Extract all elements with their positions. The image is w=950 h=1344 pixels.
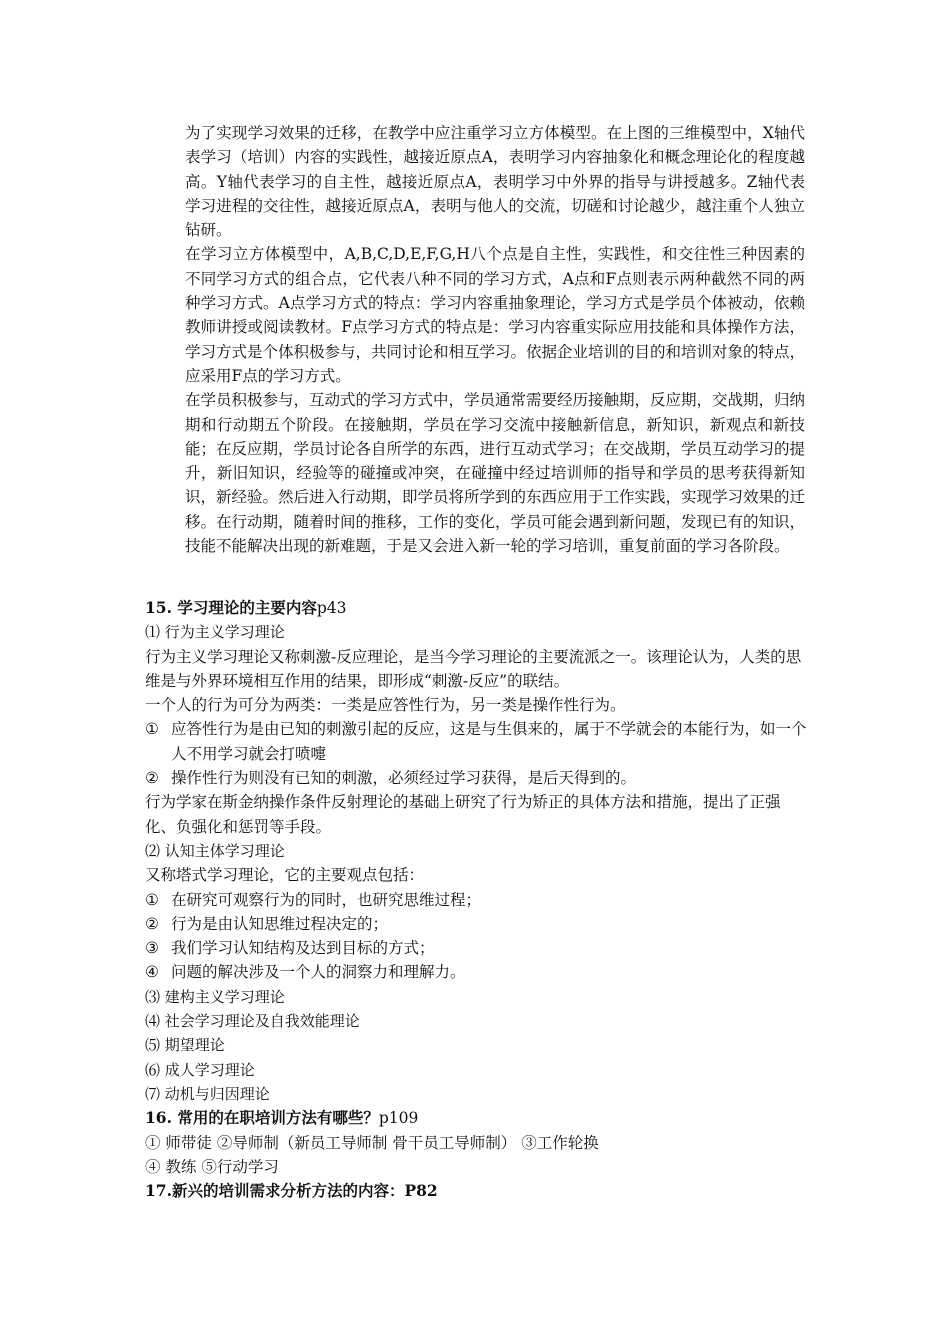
q15-section-2-paragraph-1: 又称塔式学习理论，它的主要观点包括： <box>145 866 425 885</box>
q15-section-5-title: ⑸ 期望理论 <box>145 1036 225 1055</box>
list-item-text: 操作性行为则没有已知的刺激，必须经过学习获得，是后天得到的。 <box>171 769 637 788</box>
q15-section-4-title: ⑷ 社会学习理论及自我效能理论 <box>145 1012 360 1031</box>
list-item-text: 我们学习认知结构及达到目标的方式； <box>171 939 435 958</box>
list-item-text: 行为是由认知思维过程决定的； <box>171 914 389 933</box>
q16-title: 16. 常用的在职培训方法有哪些？ <box>145 1108 379 1128</box>
list-item-number: ① <box>145 720 159 739</box>
q16-methods-line-1: ① 师带徒 ②导师制（新员工导师制 骨干员工导师制） ③工作轮换 <box>145 1133 599 1152</box>
q15-section-1-paragraph-1: 行为主义学习理论又称刺激-反应理论，是当今学习理论的主要流派之一。该理论认为，人类的思维是与外界环境相互作用的结果，即形成“刺激-反应”的联结。 <box>145 647 802 690</box>
list-item <box>145 766 807 790</box>
list-item-number: ③ <box>145 939 159 958</box>
list-item-number: ④ <box>145 963 159 982</box>
q15-heading <box>145 596 807 620</box>
q15-title: 15. 学习理论的主要内容 <box>145 598 317 617</box>
q15-section-2-title: ⑵ 认知主体学习理论 <box>145 841 285 860</box>
q17-heading <box>145 1179 807 1203</box>
list-item-number: ② <box>145 914 159 933</box>
q15-section-3-title: ⑶ 建构主义学习理论 <box>145 987 285 1006</box>
q15-section-7-title: ⑺ 动机与归因理论 <box>145 1084 270 1103</box>
list-item <box>145 912 807 936</box>
intro-paragraph-1: 为了实现学习效果的迁移，在教学中应注重学习立方体模型。在上图的三维模型中，X轴代表学习（培训）内容的实践性，越接近原点A，表明学习内容抽象化和概念理论化的程度越高。Y轴代表学习的自主性，越接近原点A，表明学习中外界的指导与讲授越多。Z轴代表学习进程的交往性，越接近原点A，表明与他人的交流，切磋和讨论越少，越注重个人独立钻研。 <box>185 124 805 240</box>
list-item-text: 在研究可观察行为的同时，也研究思维过程； <box>171 890 482 909</box>
q15-section-1-paragraph-3: 行为学家在斯金纳操作条件反射理论的基础上研究了行为矫正的具体方法和措施，提出了正强化、负强化和惩罚等手段。 <box>145 793 781 836</box>
list-item-number: ① <box>145 890 159 909</box>
q17-page-ref: P82 <box>404 1181 438 1201</box>
q15-section-1-paragraph-2: 一个人的行为可分为两类：一类是应答性行为，另一类是操作性行为。 <box>145 696 626 715</box>
intro-block <box>185 121 805 558</box>
intro-paragraph-2: 在学习立方体模型中，A,B,C,D,E,F,G,H八个点是自主性，实践性，和交往性三种因素的不同学习方式的组合点，它代表八种不同的学习方式，A点和F点则表示两种截然不同的两种学习方式。A点学习方式的特点：学习内容重抽象理论，学习方式是学员个体被动，依赖教师讲授或阅读教材。F点学习方式的特点是：学习内容重实际应用技能和具体操作方法，学习方式是个体积极参与，共同讨论和相互学习。依据企业培训的目的和培训对象的特点，应采用F点的学习方式。 <box>185 245 806 385</box>
list-item <box>145 717 807 766</box>
main-content <box>145 596 807 1203</box>
list-item <box>145 888 807 912</box>
list-item-text: 问题的解决涉及一个人的洞察力和理解力。 <box>171 963 466 982</box>
list-item <box>145 936 807 960</box>
q16-heading <box>145 1106 807 1130</box>
list-item-text: 应答性行为是由已知的刺激引起的反应，这是与生俱来的，属于不学就会的本能行为，如一个人不用学习就会打喷嚏 <box>171 720 807 763</box>
q15-section-6-title: ⑹ 成人学习理论 <box>145 1060 255 1079</box>
list-item <box>145 960 807 984</box>
q15-page-ref: p43 <box>316 599 347 617</box>
q16-page-ref: p109 <box>378 1109 419 1128</box>
intro-paragraph-3: 在学员积极参与，互动式的学习方式中，学员通常需要经历接触期，反应期，交战期，归纳期和行动期五个阶段。在接触期，学员在学习交流中接触新信息，新知识，新观点和新技能；在反应期，学员讨论各自所学的东西，进行互动式学习；在交战期，学员互动学习的提升，新旧知识，经验等的碰撞或冲突，在碰撞中经过培训师的指导和学员的思考获得新知识，新经验。然后进入行动期，即学员将所学到的东西应用于工作实践，实现学习效果的迁移。在行动期，随着时间的推移，工作的变化，学员可能会遇到新问题，发现已有的知识，技能不能解决出现的新难题，于是又会进入新一轮的学习培训，重复前面的学习各阶段。 <box>185 391 806 556</box>
q17-title: 17.新兴的培训需求分析方法的内容： <box>145 1181 405 1201</box>
list-item-number: ② <box>145 769 159 788</box>
q15-section-1-title: ⑴ 行为主义学习理论 <box>145 623 285 642</box>
q16-methods-line-2: ④ 教练 ⑤行动学习 <box>145 1157 279 1176</box>
